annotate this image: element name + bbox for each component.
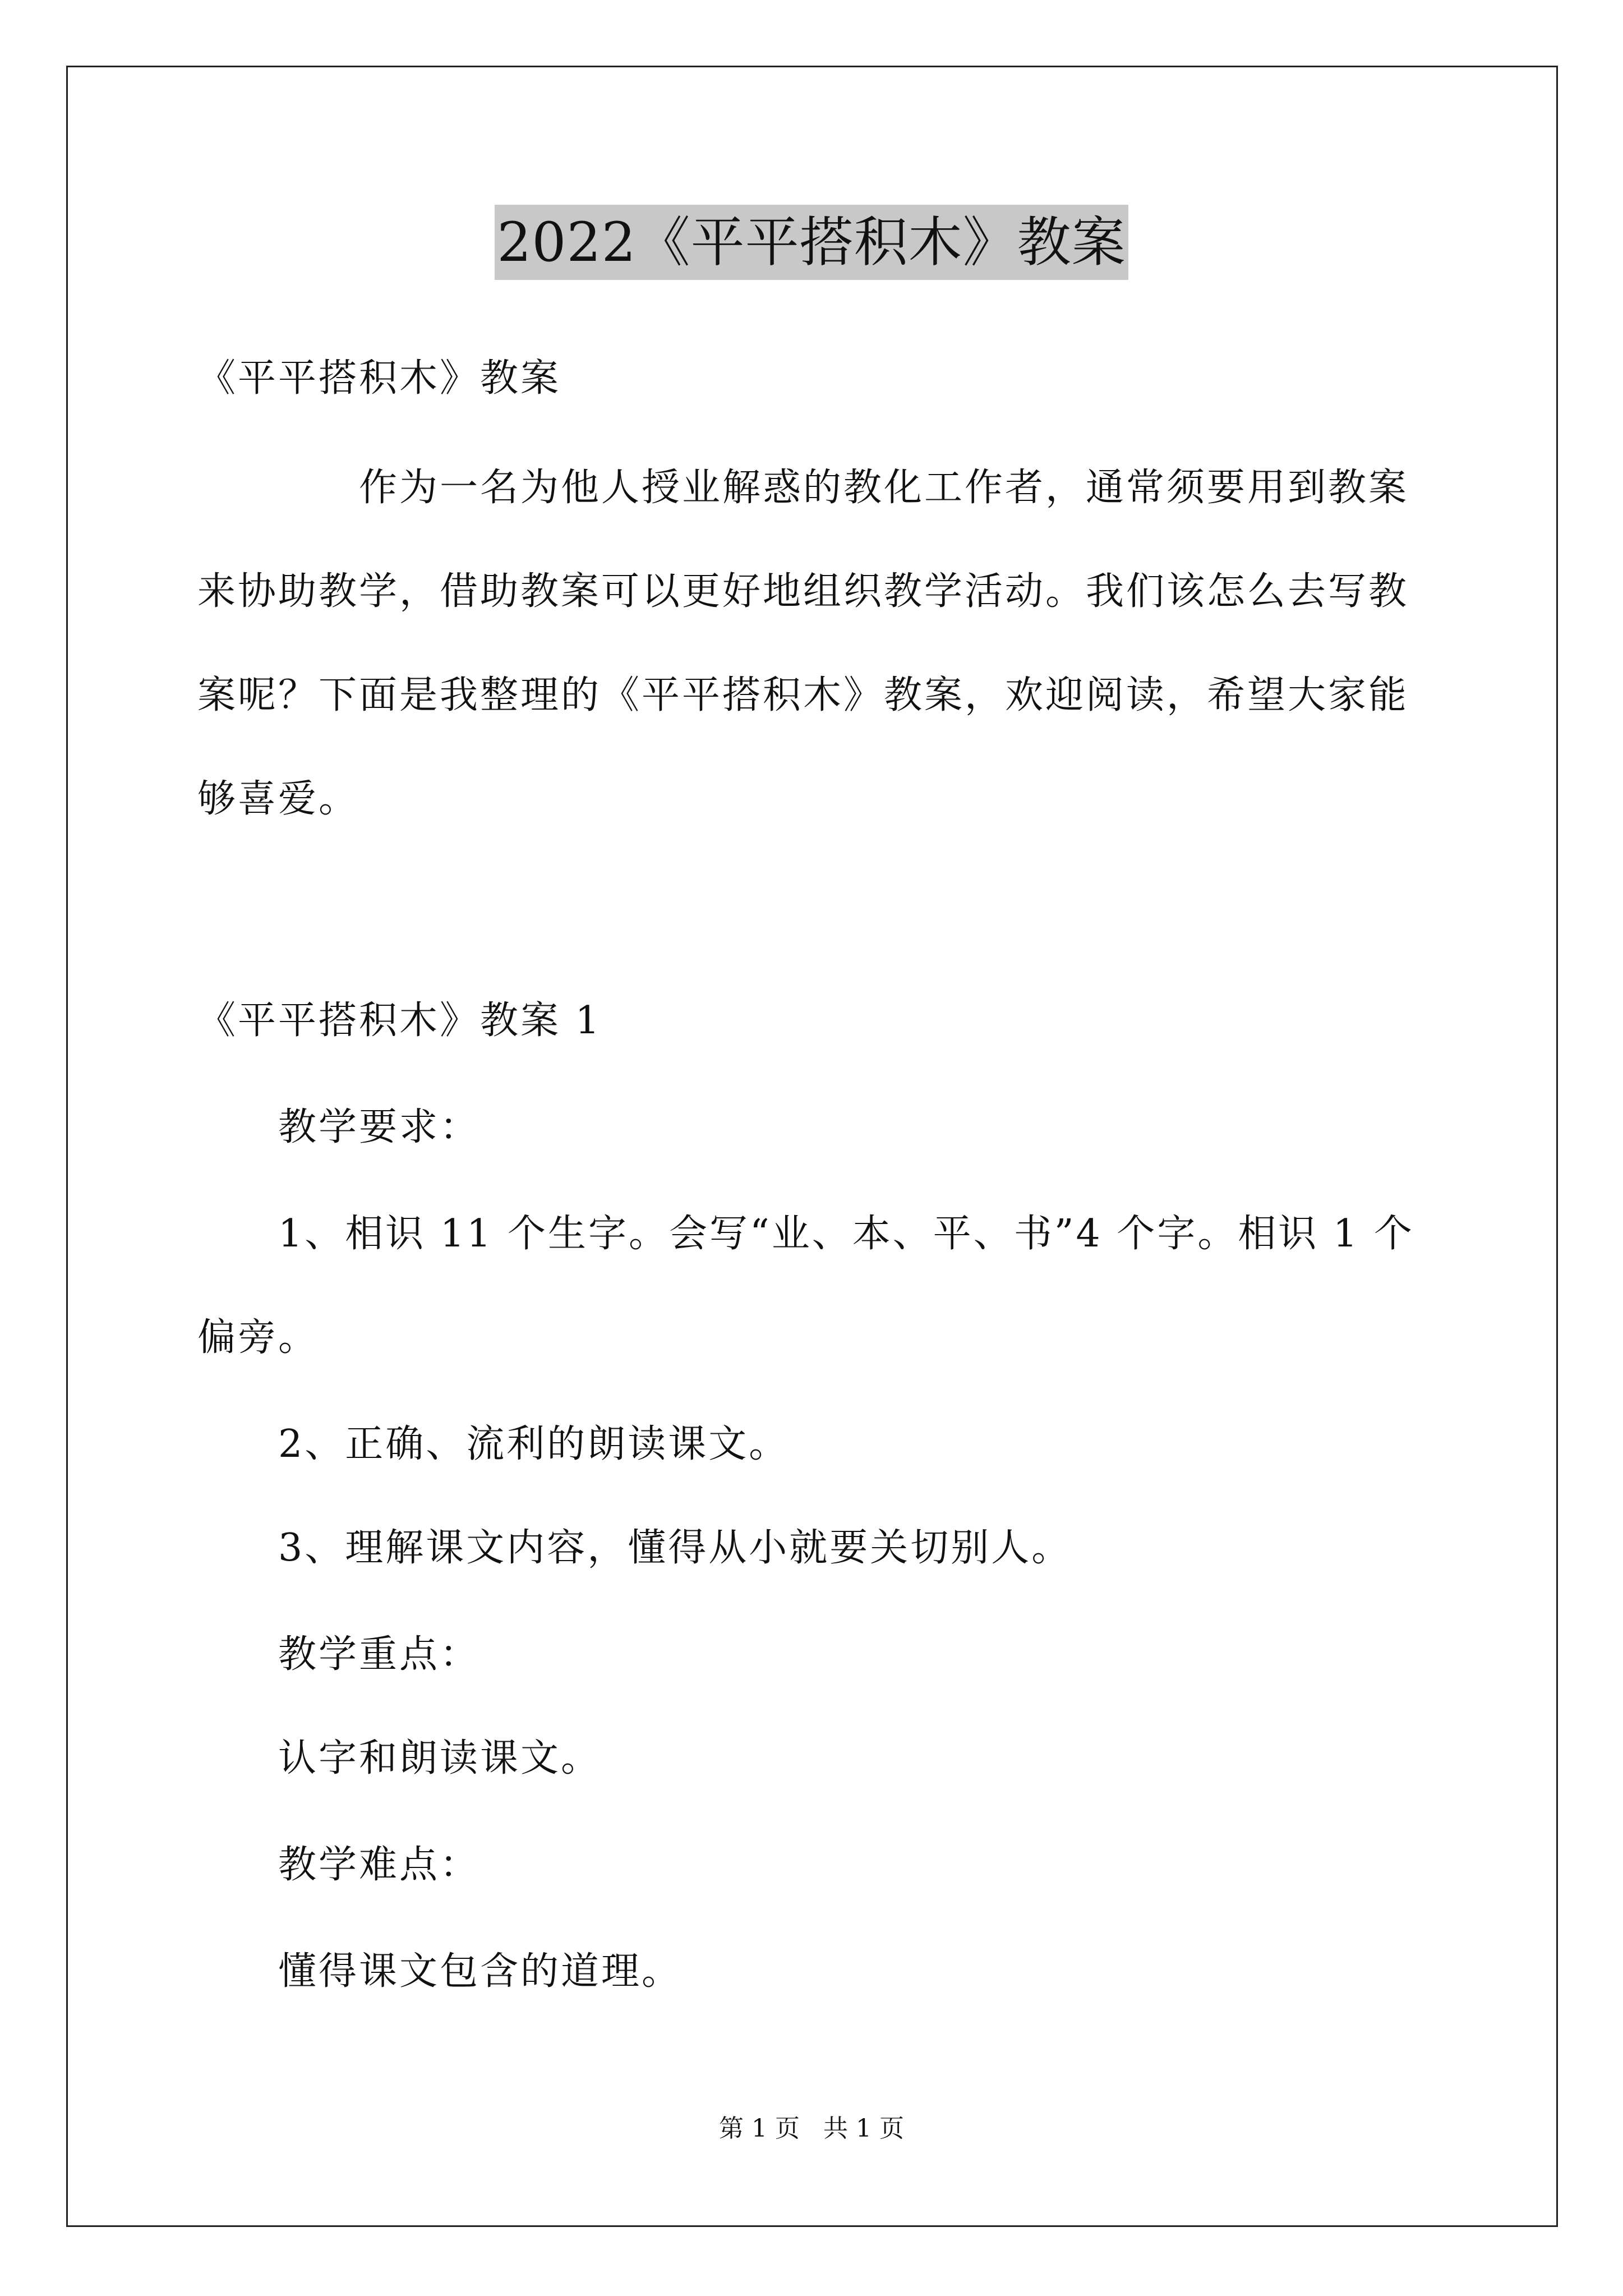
intro-line-4: 够喜爱。: [197, 777, 359, 821]
document-subtitle: 《平平搭积木》教案: [197, 356, 561, 401]
requirement-item-3: 3、理解课文内容，懂得从小就要关切别人。: [278, 1526, 1072, 1570]
title-container: [0, 205, 1623, 280]
requirement-item-1-line-2: 偏旁。: [197, 1315, 319, 1360]
intro-line-1: 作为一名为他人授业解惑的教化工作者，通常须要用到教案: [359, 466, 1409, 510]
difficulties-heading: 教学难点：: [278, 1843, 481, 1887]
document-title: 2022《平平搭积木》教案: [495, 205, 1128, 280]
key-points-heading: 教学重点：: [278, 1632, 481, 1677]
key-points-text: 认字和朗读课文。: [278, 1736, 602, 1780]
page-footer: 第 1 页 共 1 页: [719, 2114, 904, 2143]
section-heading: 《平平搭积木》教案 1: [197, 999, 602, 1043]
requirement-item-2: 2、正确、流利的朗读课文。: [278, 1422, 790, 1466]
intro-line-2: 来协助教学，借助教案可以更好地组织教学活动。我们该怎么去写教: [197, 569, 1409, 614]
requirement-item-1-line-1: 1、相识 11 个生字。会写“业、本、平、书”4 个字。相识 1 个: [278, 1212, 1414, 1256]
difficulties-text: 懂得课文包含的道理。: [278, 1949, 683, 1994]
requirements-heading: 教学要求：: [278, 1105, 481, 1149]
intro-line-3: 案呢？下面是我整理的《平平搭积木》教案，欢迎阅读，希望大家能: [197, 673, 1409, 717]
